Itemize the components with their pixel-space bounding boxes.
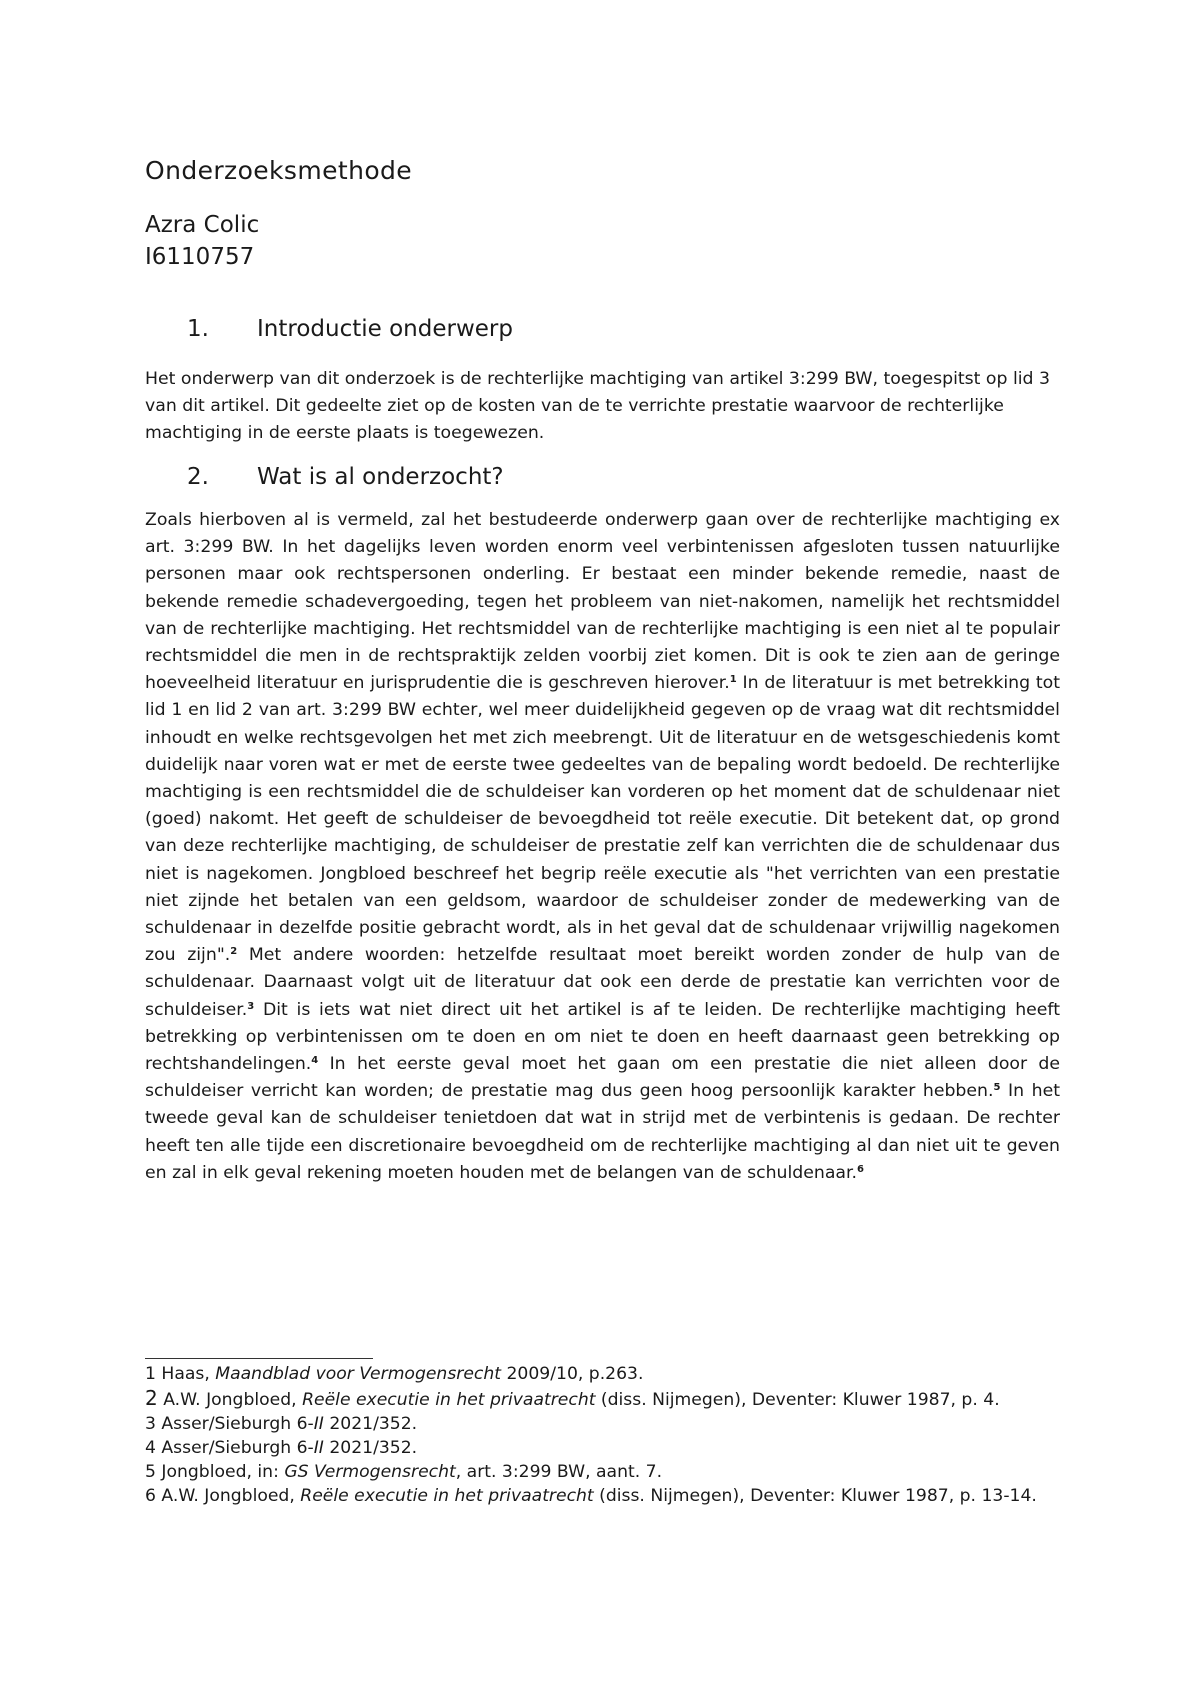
footnote-text: 2021/352. [323,1438,418,1458]
section-heading-text: Wat is al onderzocht? [257,464,504,490]
footnote-text: Haas, [155,1364,216,1384]
footnote-source-title: Reële executie in het privaatrecht [302,1390,596,1410]
footnote-ref[interactable]: 2 [230,946,238,958]
footnote-text: A.W. Jongbloed, [155,1486,301,1506]
footnote-3 [145,1412,1060,1436]
paragraph-segment: Zoals hierboven al is vermeld, zal het bestudeerde onderwerp gaan over de rechterlijke machtiging ex art. 3:299 BW. In het dagelijks leven worden enorm veel verbintenissen afgesloten tussen natuurlijke personen maar ook rechtspersonen onderling. Er bestaat een minder bekende remedie, naast de bekende remedie schadevergoeding, tegen het probleem van niet-nakomen, namelijk het rechtsmiddel van de rechterlijke machtiging. Het rechtsmiddel van de rechterlijke machtiging is een niet al te populair rechtsmiddel die men in de rechtspraktijk zelden voorbij ziet komen. Dit is ook te zien aan de geringe hoeveelheid literatuur en jurisprudentie die is geschreven hierover. [145,510,1060,694]
footnote-text: (diss. Nijmegen), Deventer: Kluwer 1987, p. 13-14. [593,1486,1037,1506]
footnote-separator [145,1358,373,1359]
footnote-source-title: GS Vermogensrecht [284,1462,456,1482]
footnote-text: , art. 3:299 BW, aant. 7. [455,1462,663,1482]
document-title: Onderzoeksmethode [145,156,413,185]
paragraph-segment: In het eerste geval moet het gaan om een prestatie die niet alleen door de schuldeiser verricht kan worden; de prestatie mag dus geen hoog persoonlijk karakter hebben. [145,1054,1060,1102]
footnote-text: Asser/Sieburgh 6- [155,1414,314,1434]
paragraph-segment: In het tweede geval kan de schuldeiser tenietdoen dat wat in strijd met de verbintenis is gedaan. De rechter heeft ten alle tijde een discretionaire bevoegdheid om de rechterlijke machtiging al dan niet uit te geven en zal in elk geval rekening moeten houden met de belangen van de schuldenaar. [145,1081,1060,1183]
footnote-number: 6 [145,1486,156,1506]
footnote-2 [145,1386,1060,1412]
footnote-source-title: II [313,1438,324,1458]
footnote-ref[interactable]: 4 [311,1055,319,1067]
footnote-ref[interactable]: 1 [729,674,737,686]
section-heading-text: Introductie onderwerp [257,316,513,342]
paragraph-introductie: Het onderwerp van dit onderzoek is de rechterlijke machtiging van artikel 3:299 BW, toegespitst op lid 3 van dit artikel. Dit gedeelte ziet op de kosten van de te verrichte prestatie waarvoor de rechterlijke machtiging in de eerste plaats is toegewezen. [145,369,1051,443]
footnote-text: (diss. Nijmegen), Deventer: Kluwer 1987, p. 4. [595,1390,1000,1410]
section-number: 1. [187,316,209,342]
footnote-number: 1 [145,1364,156,1384]
footnote-source-title: Maandblad voor Vermogensrecht [215,1364,502,1384]
footnote-6 [145,1484,1060,1508]
footnote-text: 2009/10, p.263. [501,1364,644,1384]
student-id: I6110757 [145,244,255,270]
footnote-ref[interactable]: 3 [247,1000,255,1012]
footnote-source-title: Reële executie in het privaatrecht [300,1486,594,1506]
footnote-ref[interactable]: 5 [993,1082,1001,1094]
paragraph-segment: Met andere woorden: hetzelfde resultaat moet bereikt worden zonder de hulp van de schuldenaar. Daarnaast volgt uit de literatuur dat ook een derde de prestatie kan verrichten voor de schuldeiser. [145,945,1060,1020]
footnote-number: 5 [145,1462,156,1482]
footnote-number: 2 [145,1386,158,1410]
footnote-number: 3 [145,1414,156,1434]
footnote-5 [145,1460,1060,1484]
author-name: Azra Colic [145,212,260,238]
paragraph-onderzocht [145,507,1060,1187]
paragraph-segment: Dit is iets wat niet direct uit het artikel is af te leiden. De rechterlijke machtiging heeft betrekking op verbintenissen om te doen en om niet te doen en heeft daarnaast geen betrekking op rechtshandelingen. [145,999,1060,1075]
footnotes [145,1362,1060,1508]
paragraph-segment: In de literatuur is met betrekking tot lid 1 en lid 2 van art. 3:299 BW echter, wel meer duidelijkheid gegeven op de vraag wat dit rechtsmiddel inhoudt en welke rechtsgevolgen het met zich meebrengt. Uit de literatuur en de wetsgeschiedenis komt duidelijk naar voren wat er met de eerste twee gedeeltes van de bepaling wordt bedoeld. De rechterlijke machtiging is een rechtsmiddel die de schuldeiser kan vorderen op het moment dat de schuldenaar niet (goed) nakomt. Het geeft de schuldeiser de bevoegdheid tot reële executie. Dit betekent dat, op grond van deze rechterlijke machtiging, de schuldeiser de prestatie zelf kan verrichten die de schuldenaar dus niet is nagekomen. Jongbloed beschreef het begrip reële executie als "het verrichten van een prestatie niet zijnde het betalen van een geldsom, waardoor de schuldeiser zonder de medewerking van de schuldenaar in dezelfde positie gebracht wordt, als in het geval dat de schuldenaar vrijwillig nagekomen zou zijn". [145,673,1060,966]
footnote-text: A.W. Jongbloed, [157,1390,303,1410]
footnote-source-title: II [313,1414,324,1434]
section-number: 2. [187,464,209,490]
footnote-number: 4 [145,1438,156,1458]
footnote-text: Asser/Sieburgh 6- [155,1438,314,1458]
footnote-ref[interactable]: 6 [857,1163,865,1175]
footnote-text: 2021/352. [323,1414,418,1434]
footnote-text: Jongbloed, in: [155,1462,285,1482]
footnote-4 [145,1436,1060,1460]
footnote-1 [145,1362,1060,1386]
